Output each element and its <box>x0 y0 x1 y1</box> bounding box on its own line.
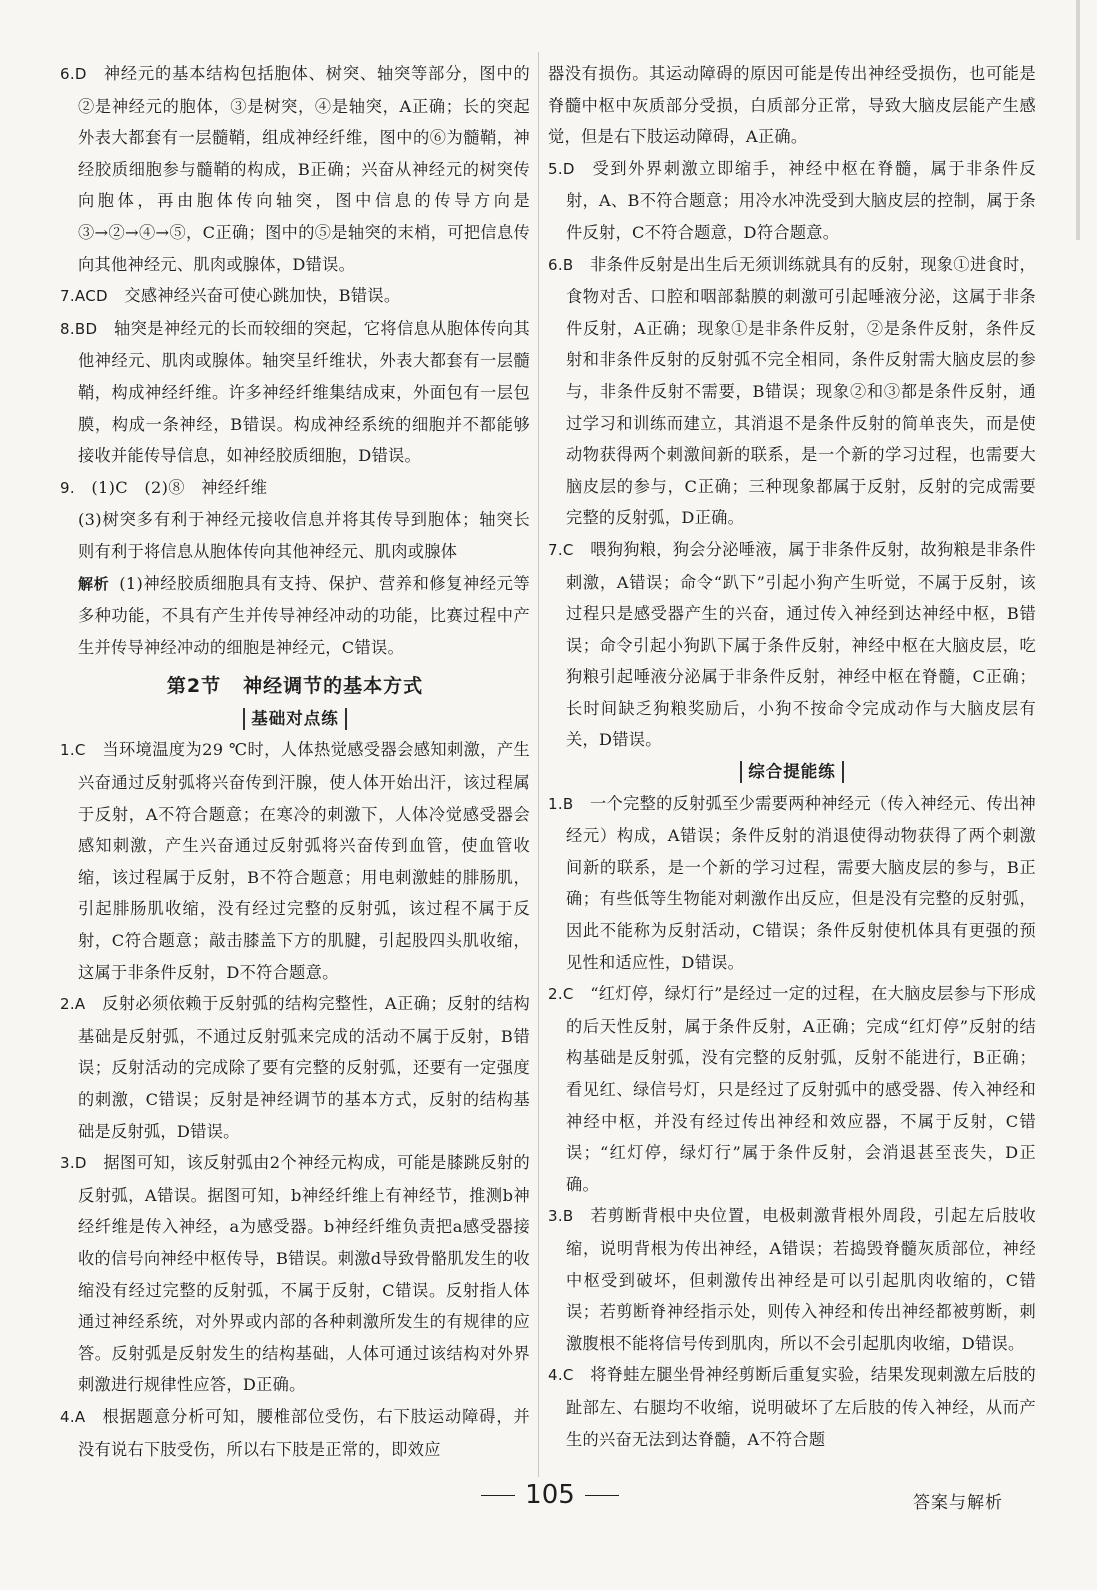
answer-item <box>548 1359 1036 1455</box>
answer-number: 2.A <box>60 995 86 1014</box>
answer-text: 根据题意分析可知，腰椎部位受伤，右下肢运动障碍，并没有说右下肢受伤，所以右下肢是正常的，即效应 <box>78 1406 530 1459</box>
practice-heading-label: 综合提能练 <box>740 761 844 783</box>
answer-item <box>60 313 530 472</box>
analysis-block <box>60 568 530 664</box>
page-edge-mark <box>1076 0 1080 240</box>
answer-number: 7.C <box>548 540 574 559</box>
answer-item <box>60 1401 530 1465</box>
answer-text: 当环境温度为29 ℃时，人体热觉感受器会感知刺激，产生兴奋通过反射弧将兴奋传到汗腺，使人体开始出汗，该过程属于反射，A不符合题意；在寒冷的刺激下，人体冷觉感受器会感知刺激，产生兴奋通过反射弧将兴奋传到血管，使血管收缩，该过程属于反射，B不符合题意；用电刺激蛙的腓肠肌，引起腓肠肌收缩，没有经过完整的反射弧，该过程不属于反射，C符合题意；敲击膝盖下方的肌腱，引起股四头肌收缩，这属于非条件反射，D不符合题意。 <box>78 740 530 982</box>
answer-item <box>60 1147 530 1401</box>
answer-text: 一个完整的反射弧至少需要两种神经元（传入神经元、传出神经元）构成，A错误；条件反射的消退使得动物获得了两个刺激间新的联系，是一个新的学习过程，需要大脑皮层的参与，B正确；有些低等生物能对刺激作出反应，但是没有完整的反射弧，因此不能称为反射活动，C错误；条件反射使机体具有更强的预见性和适应性，D错误。 <box>566 793 1036 972</box>
answer-number: 1.C <box>60 741 86 760</box>
answer-text: 将脊蛙左腿坐骨神经剪断后重复实验，结果发现刺激左后肢的趾部左、右腿均不收缩，说明破坏了左后肢的传入神经，从而产生的兴奋无法到达脊髓，A不符合题 <box>566 1365 1036 1449</box>
answer-text: 若剪断背根中央位置，电极刺激背根外周段，引起左后肢收缩，说明背根为传出神经，A错误；若捣毁脊髓灰质部位，神经中枢受到破坏，但刺激传出神经是可以引起肌肉收缩的，C错误；若剪断脊神经指示处，则传入神经和传出神经都被剪断，刺激腹根不能将信号传到肌肉，所以不会引起肌肉收缩，D错误。 <box>566 1206 1036 1353</box>
answer-number: 6.B <box>548 255 574 274</box>
answer-item <box>548 1200 1036 1359</box>
answer-item <box>548 788 1036 979</box>
page-number-text: 105 <box>525 1480 575 1510</box>
answer-item <box>60 280 530 313</box>
answer-item <box>60 58 530 280</box>
section-number: 第2节 <box>166 675 222 698</box>
page-number-dash-right <box>585 1495 619 1496</box>
answer-continuation: 器没有损伤。其运动障碍的原因可能是传出神经受损伤，也可能是脊髓中枢中灰质部分受损，白质部分正常，导致大脑皮层能产生感觉，但是右下肢运动障碍，A正确。 <box>548 64 1036 147</box>
answer-number: 6.D <box>60 65 87 83</box>
analysis-label: 解析 <box>78 574 110 593</box>
answer-number: 8.BD <box>60 319 98 338</box>
practice-heading <box>60 703 530 735</box>
column-divider <box>538 52 539 1477</box>
page-number <box>450 1480 650 1510</box>
answer-item <box>548 249 1036 534</box>
analysis-text: (1)神经胶质细胞具有支持、保护、营养和修复神经元等多种功能，不具有产生并传导神经冲动的功能，比赛过程中产生并传导神经冲动的细胞是神经元，C错误。 <box>78 573 530 657</box>
answer-item <box>548 978 1036 1200</box>
practice-heading-label: 基础对点练 <box>243 708 347 730</box>
answer-number: 2.C <box>548 985 574 1004</box>
answer-text: 受到外界刺激立即缩手，神经中枢在脊髓，属于非条件反射，A、B不符合题意；用冷水冲洗受到大脑皮层的控制，属于条件反射，C不符合题意，D符合题意。 <box>566 158 1036 242</box>
answer-text: 轴突是神经元的长而较细的突起，它将信息从胞体传向其他神经元、肌肉或腺体。轴突呈纤维状，外表大都套有一层髓鞘，构成神经纤维。许多神经纤维集结成束，外面包有一层包膜，构成一条神经，B错误。构成神经系统的细胞并不都能够接收并能传导信息，如神经胶质细胞，D错误。 <box>78 318 530 466</box>
footer-label: 答案与解析 <box>913 1493 1003 1513</box>
answer-number: 9. <box>60 478 75 497</box>
answer-item <box>60 472 530 505</box>
answer-text: 喂狗狗粮，狗会分泌唾液，属于非条件反射，故狗粮是非条件刺激，A错误；命令“趴下”引起小狗产生听觉，不属于反射，该过程只是感受器产生的兴奋，通过传入神经到达神经中枢，B错误；命令引起小狗趴下属于条件反射，神经中枢在大脑皮层，吃狗粮引起唾液分泌属于非条件反射，神经中枢在脊髓，C正确；长时间缺乏狗粮奖励后，小狗不按命令完成动作与大脑皮层有关，D错误。 <box>566 539 1036 750</box>
answer-text: 神经元的基本结构包括胞体、树突、轴突等部分，图中的②是神经元的胞体，③是树突，④是轴突，A正确；长的突起外表大都套有一层髓鞘，组成神经纤维，图中的⑥为髓鞘，神经胶质细胞参与髓鞘的构成，B正确；兴奋从神经元的树突传向胞体，再由胞体传向轴突，图中信息的传导方向是③→②→④→⑤，C正确；图中的⑤是轴突的末梢，可把信息传向其他神经元、肌肉或腺体，D错误。 <box>78 64 530 274</box>
answer-item <box>548 153 1036 249</box>
answer-item <box>60 734 530 988</box>
practice-heading <box>548 756 1036 788</box>
answer-number: 5.D <box>548 159 575 178</box>
answer-number: 3.D <box>60 1154 87 1173</box>
answer-text: (1)C (2)⑧ 神经纤维 <box>91 477 268 497</box>
answer-text: 非条件反射是出生后无须训练就具有的反射，现象①进食时，食物对舌、口腔和咽部黏膜的刺激可引起唾液分泌，这属于非条件反射，A正确；现象①是非条件反射，②是条件反射，条件反射和非条件反射的反射弧不完全相同，条件反射需大脑皮层的参与，非条件反射不需要，B错误；现象②和③都是条件反射，通过学习和训练而建立，其消退不是条件反射的简单丧失，而是使动物获得两个刺激间新的联系，是一个新的学习过程，也需要大脑皮层的参与，C正确；三种现象都属于反射，反射的完成需要完整的反射弧，D正确。 <box>566 254 1036 528</box>
page-number-dash-left <box>481 1495 515 1496</box>
answer-number: 4.C <box>548 1366 574 1385</box>
left-column <box>60 58 530 1465</box>
answer-item <box>548 534 1036 756</box>
answer-number: 4.A <box>60 1407 86 1426</box>
answer-number: 1.B <box>548 794 574 813</box>
answer-item <box>60 988 530 1147</box>
answer-text: “红灯停，绿灯行”是经过一定的过程，在大脑皮层参与下形成的后天性反射，属于条件反射，A正确；完成“红灯停”反射的结构基础是反射弧，没有完整的反射弧，反射不能进行，B正确；看见红、绿信号灯，只是经过了反射弧中的感受器、传入神经和神经中枢，并没有经过传出神经和效应器，不属于反射，C错误；“红灯停，绿灯行”属于条件反射，会消退甚至丧失，D正确。 <box>566 984 1037 1194</box>
answer-subpart: (3)树突多有利于神经元接收信息并将其传导到胞体；轴突长则有利于将信息从胞体传向其他神经元、肌肉或腺体 <box>78 510 530 561</box>
right-column <box>548 58 1036 1455</box>
answer-text: 据图可知，该反射弧由2个神经元构成，可能是膝跳反射的反射弧，A错误。据图可知，b神经纤维上有神经节，推测b神经纤维是传入神经，a为感受器。b神经纤维负责把a感受器接收的信号向神经中枢传导，B错误。刺激d导致骨骼肌发生的收缩没有经过完整的反射弧，不属于反射，C错误。反射指人体通过神经系统，对外界或内部的各种刺激所发生的有规律的应答。反射弧是反射发生的结构基础，人体可通过该结构对外界刺激进行规律性应答，D正确。 <box>78 1153 530 1395</box>
answer-text: 交感神经兴奋可使心跳加快，B错误。 <box>124 286 401 306</box>
section-name: 神经调节的基本方式 <box>243 675 424 698</box>
answer-text: 反射必须依赖于反射弧的结构完整性，A正确；反射的结构基础是反射弧，不通过反射弧来完成的活动不属于反射，B错误；反射活动的完成除了要有完整的反射弧，还要有一定强度的刺激，C错误；反射是神经调节的基本方式，反射的结构基础是反射弧，D错误。 <box>78 994 530 1141</box>
answer-number: 7.ACD <box>60 287 108 306</box>
section-title <box>60 671 530 703</box>
answer-number: 3.B <box>548 1207 574 1226</box>
